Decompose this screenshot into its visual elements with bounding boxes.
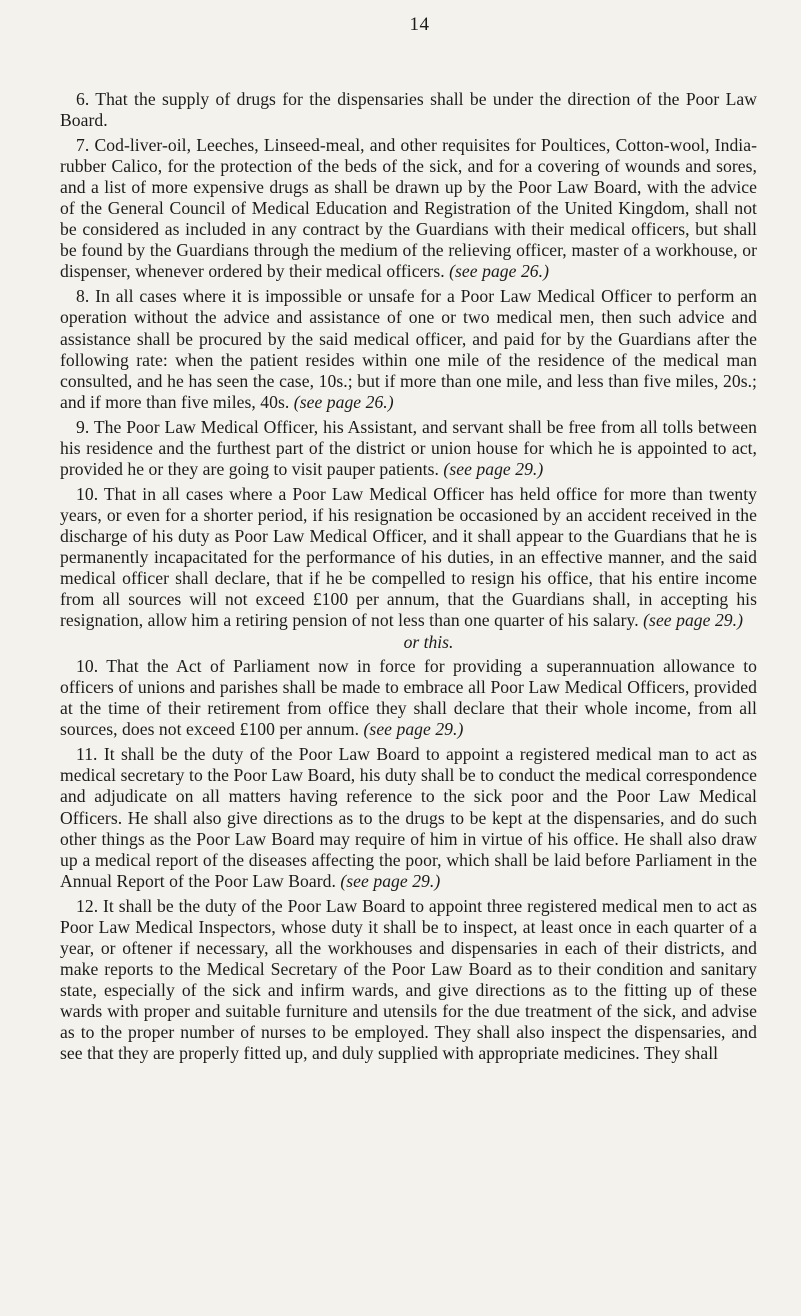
paragraph-8-page-ref: (see page 26.) [293, 391, 394, 412]
paragraph-9-text: 9. The Poor Law Medical Officer, his Assistant, and servant shall be free from all tolls between his residence and the furthest part of the district or union house for which he is appointed to act, provided he or they are going to visit pauper patients. [60, 416, 757, 479]
paragraph-7-text: 7. Cod-liver-oil, Leeches, Linseed-meal, and other requisites for Poultices, Cotton-wool, India-rubber Calico, for the protection of the beds of the sick, and for a covering of wounds and sores, and a list of more expensive drugs as shall be drawn up by the Poor Law Board, with the advice of the General Council of Medical Education and Registration of the United Kingdom, shall not be considered as included in any contract by the Guardians with their medical officers, but shall be found by the Guardians through the medium of the relieving officer, master of a workhouse, or dispenser, whenever ordered by their medical officers. [60, 135, 757, 282]
paragraph-7-page-ref: (see page 26.) [449, 261, 549, 282]
paragraph-9-page-ref: (see page 29.) [443, 458, 544, 479]
paragraph-11-text: 11. It shall be the duty of the Poor Law Board to appoint a registered medical man to act as medical secretary to the Poor Law Board, his duty shall be to conduct the medical correspondence and adjudicate on all matters having reference to the sick poor and the Poor Law Medical Officers. He shall also give directions as to the drugs to be kept at the dispensaries, and do such other things as the Poor Law Board may require of him in virtue of his office. He shall also draw up a medical report of the diseases affecting the poor, which shall be laid before Parliament in the Annual Report of the Poor Law Board. [60, 744, 757, 891]
paragraph-10a-page-ref: (see page 29.) [643, 610, 744, 631]
paragraph-10b-page-ref: (see page 29.) [363, 719, 464, 740]
paragraph-12-text: 12. It shall be the duty of the Poor Law Board to appoint three registered medical men to act as Poor Law Medical Inspectors, whose duty it shall be to inspect, at least once in each quarter of a year, or oftener if necessary, all the workhouses and dispensaries in each of their districts, and make reports to the Medical Secretary of the Poor Law Board as to their condition and sanitary state, especially of the sick and infirm wards, and give directions as to the fitting up of these wards with proper and suitable furniture and utensils for the due treatment of the sick, and advise as to the proper number of nurses to be employed. They shall also inspect the dispensaries, and see that they are properly fitted up, and duly supplied with appropriate medicines. They shall [60, 895, 757, 1064]
paragraph-6 [60, 89, 757, 131]
paragraph-11 [60, 744, 757, 891]
paragraph-6-text: 6. That the supply of drugs for the dispensaries shall be under the direction of the Poor Law Board. [60, 89, 757, 131]
paragraph-7 [60, 135, 757, 282]
paragraph-8 [60, 286, 757, 412]
paragraph-9 [60, 417, 757, 480]
paragraph-12 [60, 896, 757, 1064]
paragraph-8-text: 8. In all cases where it is impossible or unsafe for a Poor Law Medical Officer to perform an operation without the advice and assistance of one or two medical men, then such advice and assistance shall be procured by the said medical officer, and paid for by the Guardians after the following rate: when the patient resides within one mile of the residence of the medical man consulted, and he has seen the case, 10s.; but if more than one mile, and less than five miles, 20s.; and if more than five miles, 40s. [60, 286, 757, 412]
paragraph-10a [60, 484, 757, 631]
paragraph-10b-text: 10. That the Act of Parliament now in force for providing a superannuation allowance to officers of unions and parishes shall be made to embrace all Poor Law Medical Officers, provided at the time of their retirement from office they shall declare that their whole income, from all sources, does not exceed £100 per annum. [60, 656, 757, 740]
paragraph-11-page-ref: (see page 29.) [340, 870, 441, 891]
page-number: 14 [409, 14, 430, 35]
or-this-heading: or this. [403, 632, 454, 653]
paragraph-10a-text: 10. That in all cases where a Poor Law Medical Officer has held office for more than twenty years, or even for a shorter period, if his resignation be occasioned by an accident received in the discharge of his duty as Poor Law Medical Officer, and it shall appear to the Guardians that he is permanently incapacitated for the performance of his duties, in an effective manner, and the said medical officer shall declare, that if he be compelled to resign his office, that his entire income from all sources will not exceed £100 per annum, that the Guardians shall, in accepting his resignation, allow him a retiring pension of not less than one quarter of his salary. [60, 483, 757, 631]
paragraph-10b [60, 656, 757, 740]
